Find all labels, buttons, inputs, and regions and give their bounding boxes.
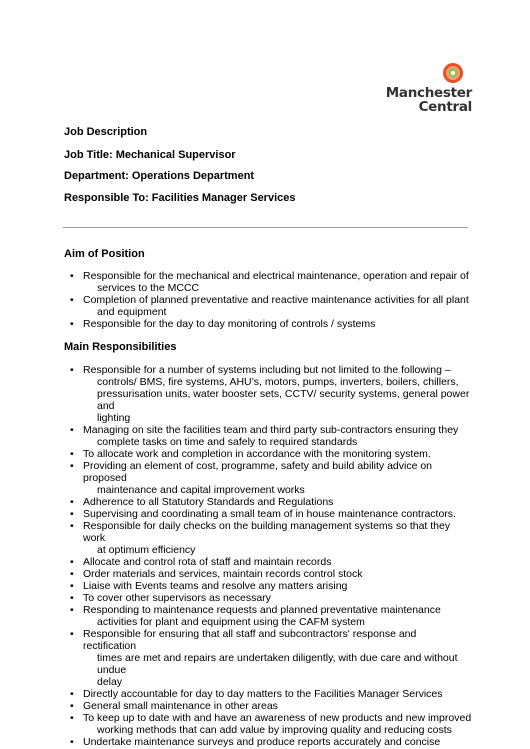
- aim-list: [70, 270, 472, 330]
- list-item-line: lighting: [97, 412, 131, 424]
- list-item-line: Completion of planned preventative and reactive maintenance activities for all plant: [83, 294, 469, 306]
- list-item: [70, 736, 472, 748]
- list-item: [70, 448, 472, 460]
- list-item-line: Responsible for the mechanical and electrical maintenance, operation and repair of: [83, 270, 469, 282]
- list-item-text: [83, 496, 472, 508]
- list-item-line: Responding to maintenance requests and planned preventative maintenance: [83, 604, 441, 616]
- bullet-icon: •: [70, 604, 74, 616]
- list-item-text: [83, 294, 472, 318]
- bullet-icon: •: [70, 424, 74, 436]
- list-item-text: [83, 628, 472, 688]
- list-item-line: working methods that can add value by improving quality and reducing costs: [97, 724, 452, 736]
- list-item: [70, 508, 472, 520]
- bullet-icon: •: [70, 688, 74, 700]
- list-item-line: Responsible for the day to day monitoring of controls / systems: [83, 318, 376, 330]
- bullet-icon: •: [70, 736, 74, 748]
- list-item-line: Directly accountable for day to day matters to the Facilities Manager Services: [83, 688, 443, 700]
- list-item-line: times are met and repairs are undertaken diligently, with due care and without undue: [97, 652, 458, 676]
- bullet-icon: •: [70, 520, 74, 532]
- list-item-text: [83, 700, 472, 712]
- list-item-text: [83, 460, 472, 496]
- list-item-text: [83, 592, 472, 604]
- list-item-line: Allocate and control rota of staff and maintain records: [83, 556, 332, 568]
- list-item-line: delay: [97, 676, 123, 688]
- list-item-line: Supervising and coordinating a small team of in house maintenance contractors.: [83, 508, 456, 520]
- list-item-text: [83, 688, 472, 700]
- bullet-icon: •: [70, 460, 74, 472]
- list-item-line: Adherence to all Statutory Standards and Regulations: [83, 496, 334, 508]
- list-item-text: [83, 364, 472, 424]
- list-item: [70, 270, 472, 294]
- list-item: [70, 592, 472, 604]
- list-item-text: [83, 270, 472, 294]
- list-item-line: and equipment: [97, 306, 167, 318]
- list-item: [70, 556, 472, 568]
- responsibilities-title: Main Responsibilities: [64, 341, 177, 353]
- list-item-line: Responsible for daily checks on the building management systems so that they work: [83, 520, 451, 544]
- list-item-line: Order materials and services, maintain records control stock: [83, 568, 363, 580]
- bullet-icon: •: [70, 592, 74, 604]
- bullet-icon: •: [70, 364, 74, 376]
- manchester-central-logo: [385, 62, 472, 118]
- list-item-line: Providing an element of cost, programme, safety and build ability advice on proposed: [83, 460, 433, 484]
- list-item: [70, 688, 472, 700]
- list-item: [70, 580, 472, 592]
- list-item-text: [83, 508, 472, 520]
- department: Department: Operations Department: [64, 170, 255, 182]
- list-item: [70, 604, 472, 628]
- bullet-icon: •: [70, 556, 74, 568]
- list-item-line: Responsible for ensuring that all staff and subcontractors' response and rectification: [83, 628, 417, 652]
- list-item: [70, 628, 472, 688]
- bullet-icon: •: [70, 580, 74, 592]
- list-item-text: [83, 580, 472, 592]
- list-item-line: Liaise with Events teams and resolve any matters arising: [83, 580, 348, 592]
- list-item: [70, 364, 472, 424]
- bullet-icon: •: [70, 270, 74, 282]
- bullet-icon: •: [70, 496, 74, 508]
- logo-line-2: Central: [418, 99, 472, 115]
- responsibilities-list: [70, 364, 472, 748]
- list-item-line: Undertake maintenance surveys and produce reports accurately and concise: [83, 736, 441, 748]
- list-item-text: [83, 448, 472, 460]
- list-item-text: [83, 318, 472, 330]
- list-item: [70, 460, 472, 496]
- list-item: [70, 712, 472, 736]
- bullet-icon: •: [70, 568, 74, 580]
- list-item: [70, 568, 472, 580]
- list-item-text: [83, 604, 472, 628]
- doc-type: Job Description: [64, 126, 148, 138]
- list-item: [70, 318, 472, 330]
- job-title: Job Title: Mechanical Supervisor: [64, 149, 236, 161]
- bullet-icon: •: [70, 700, 74, 712]
- responsible-to: Responsible To: Facilities Manager Services: [64, 192, 296, 204]
- list-item: [70, 294, 472, 318]
- list-item-line: General small maintenance in other areas: [83, 700, 278, 712]
- list-item-text: [83, 712, 472, 736]
- bullet-icon: •: [70, 294, 74, 306]
- logo-wordmark: [386, 86, 472, 114]
- list-item-line: complete tasks on time and safely to required standards: [97, 436, 358, 448]
- list-item: [70, 496, 472, 508]
- list-item-line: maintenance and capital improvement works: [97, 484, 305, 496]
- list-item-line: pressurisation units, water booster sets, CCTV/ security systems, general power and: [97, 388, 470, 412]
- list-item-line: To cover other supervisors as necessary: [83, 592, 271, 604]
- list-item-line: To keep up to date with and have an awareness of new products and new improved: [83, 712, 472, 724]
- list-item-text: [83, 556, 472, 568]
- list-item-line: Responsible for a number of systems including but not limited to the following –: [83, 364, 451, 376]
- bullet-icon: •: [70, 508, 74, 520]
- list-item-line: To allocate work and completion in accordance with the monitoring system.: [83, 448, 431, 460]
- list-item-line: Managing on site the facilities team and third party sub-contractors ensuring they: [83, 424, 459, 436]
- list-item-line: activities for plant and equipment using the CAFM system: [97, 616, 365, 628]
- list-item-text: [83, 424, 472, 448]
- list-item-line: controls/ BMS, fire systems, AHU’s, motors, pumps, inverters, boilers, chillers,: [97, 376, 459, 388]
- list-item-text: [83, 568, 472, 580]
- list-item-text: [83, 736, 472, 748]
- list-item: [70, 700, 472, 712]
- list-item: [70, 424, 472, 448]
- bullet-icon: •: [70, 712, 74, 724]
- list-item-text: [83, 520, 472, 556]
- aim-title: Aim of Position: [64, 248, 145, 260]
- bullet-icon: •: [70, 628, 74, 640]
- bullet-icon: •: [70, 318, 74, 330]
- list-item-line: at optimum efficiency: [97, 544, 196, 556]
- bullet-icon: •: [70, 448, 74, 460]
- section-divider: [63, 227, 468, 228]
- logo-ring-icon: [442, 62, 464, 84]
- list-item: [70, 520, 472, 556]
- logo-line-1: Manchester: [385, 85, 472, 101]
- list-item-line: services to the MCCC: [97, 282, 200, 294]
